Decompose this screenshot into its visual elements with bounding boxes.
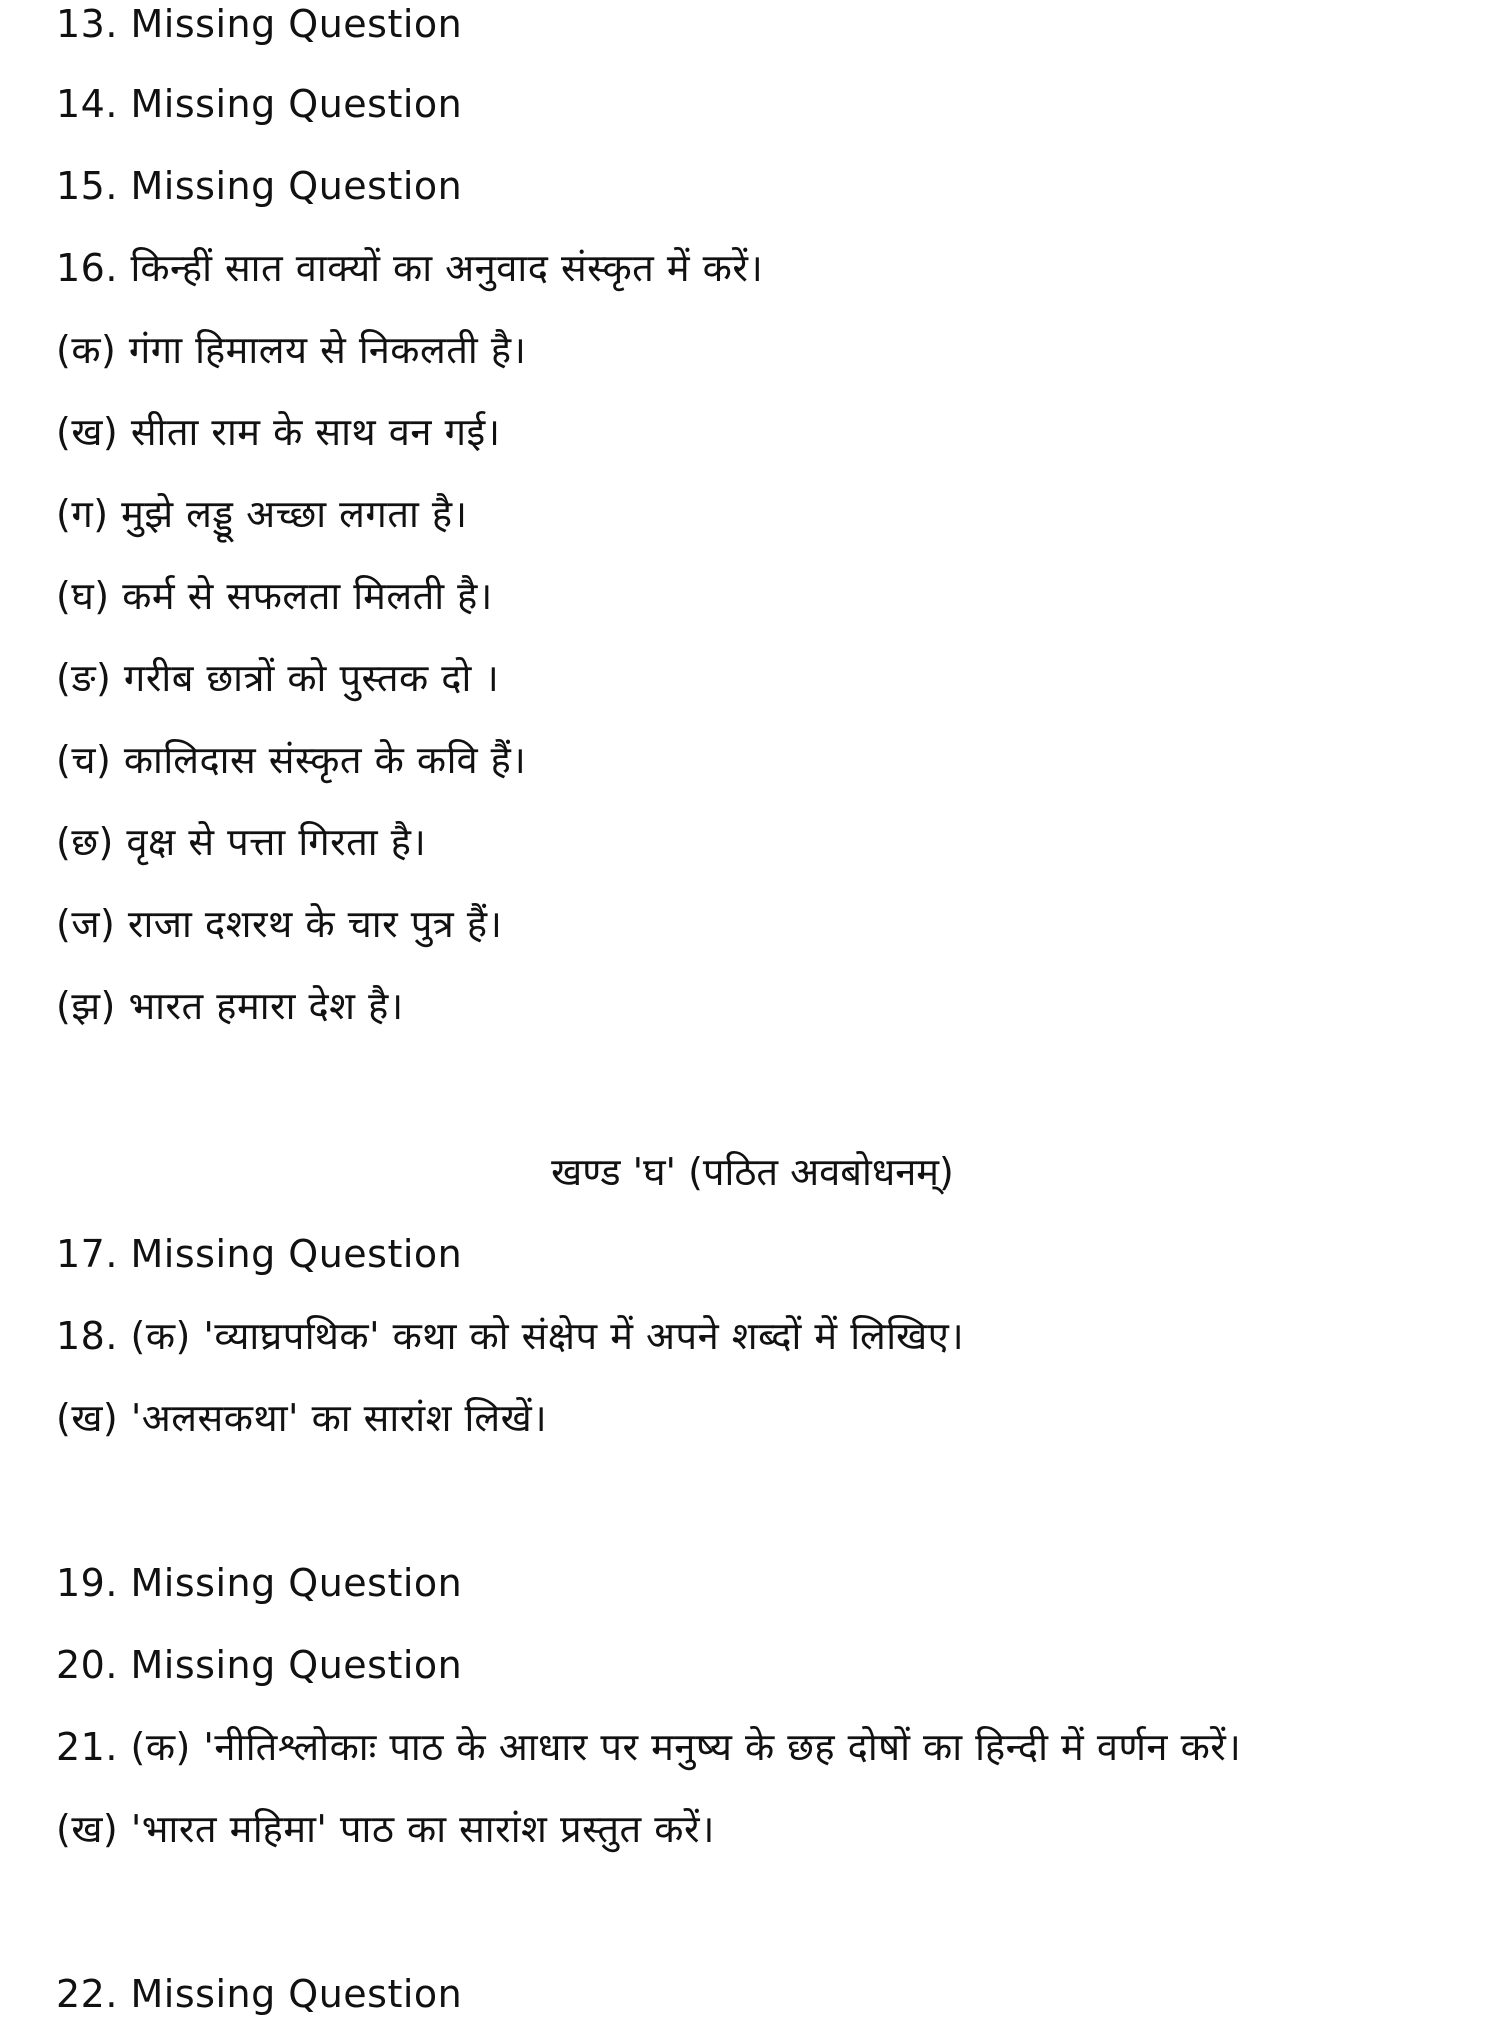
sentence-jha: (झ) भारत हमारा देश है। bbox=[56, 984, 404, 1028]
question-22: 22. Missing Question bbox=[56, 1972, 463, 2016]
question-17: 17. Missing Question bbox=[56, 1232, 463, 1276]
question-14: 14. Missing Question bbox=[56, 82, 463, 126]
question-15: 15. Missing Question bbox=[56, 164, 463, 208]
question-13: 13. Missing Question bbox=[56, 2, 463, 46]
sentence-gha: (घ) कर्म से सफलता मिलती है। bbox=[56, 574, 493, 618]
question-18-ka: 18. (क) 'व्याघ्रपथिक' कथा को संक्षेप में अपने शब्दों में लिखिए। bbox=[56, 1314, 965, 1358]
question-21-kha: (ख) 'भारत महिमा' पाठ का सारांश प्रस्तुत करें। bbox=[56, 1807, 715, 1851]
sentence-cha: (च) कालिदास संस्कृत के कवि हैं। bbox=[56, 738, 527, 782]
question-20: 20. Missing Question bbox=[56, 1643, 463, 1687]
sentence-ja: (ज) राजा दशरथ के चार पुत्र हैं। bbox=[56, 902, 503, 946]
sentence-kha: (ख) सीता राम के साथ वन गई। bbox=[56, 410, 501, 454]
sentence-chha: (छ) वृक्ष से पत्ता गिरता है। bbox=[56, 820, 427, 864]
question-19: 19. Missing Question bbox=[56, 1561, 463, 1605]
question-21-ka: 21. (क) 'नीतिश्लोकाः पाठ के आधार पर मनुष्य के छह दोषों का हिन्दी में वर्णन करें। bbox=[56, 1725, 1242, 1769]
sentence-ga: (ग) मुझे लड्डू अच्छा लगता है। bbox=[56, 492, 468, 536]
section-heading: खण्ड 'घ' (पठित अवबोधनम्) bbox=[551, 1150, 954, 1194]
question-16: 16. किन्हीं सात वाक्यों का अनुवाद संस्कृत में करें। bbox=[56, 246, 764, 290]
sentence-ka: (क) गंगा हिमालय से निकलती है। bbox=[56, 328, 527, 372]
sentence-nga: (ङ) गरीब छात्रों को पुस्तक दो । bbox=[56, 656, 500, 700]
question-18-kha: (ख) 'अलसकथा' का सारांश लिखें। bbox=[56, 1396, 548, 1440]
